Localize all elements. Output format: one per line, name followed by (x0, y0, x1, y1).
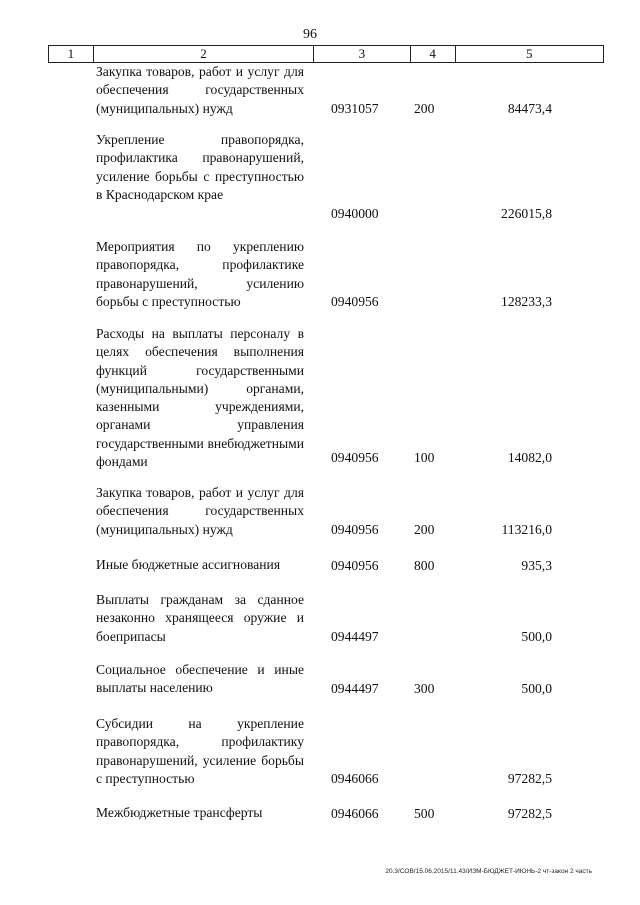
column-header-5: 5 (456, 46, 604, 62)
row-amount: 113216,0 (501, 521, 552, 537)
row-amount: 935,3 (521, 557, 552, 573)
table-row (0, 325, 640, 470)
table-row (0, 484, 640, 539)
row-description: Социальное обеспечение и иные выплаты населению (96, 662, 304, 696)
table-row (0, 715, 640, 788)
table-row (0, 661, 640, 698)
row-description: Мероприятия по укреплению правопорядка, профилактике правонарушений, усилению борьбы с преступностью (96, 239, 304, 309)
table-row (0, 556, 640, 575)
row-expense-type: 100 (414, 449, 435, 465)
row-code: 0944497 (331, 628, 379, 644)
row-amount: 226015,8 (501, 205, 552, 221)
row-description: Межбюджетные трансферты (96, 805, 263, 820)
row-description: Закупка товаров, работ и услуг для обеспечения государственных (муниципальных) нужд (96, 485, 304, 537)
row-amount: 97282,5 (507, 770, 552, 786)
column-header-4: 4 (411, 46, 456, 62)
footer-file-reference: 20.3/СОВ/15.06.2015/11.43/ИЗМ-БЮДЖЕТ-ИЮНЬ-2 чт-закон 2 часть (385, 868, 592, 875)
table-row (0, 238, 640, 311)
row-expense-type: 500 (414, 805, 435, 821)
table-header (48, 45, 604, 63)
row-description: Укрепление правопорядка, профилактика правонарушений, усиление борьбы с преступностью в Краснодарском крае (96, 132, 304, 202)
row-amount: 84473,4 (507, 100, 552, 116)
row-amount: 500,0 (521, 628, 552, 644)
row-code: 0940000 (331, 205, 379, 221)
column-header-1: 1 (49, 46, 94, 62)
table-row (0, 131, 640, 223)
row-description: Иные бюджетные ассигнования (96, 557, 281, 572)
row-amount: 97282,5 (507, 805, 552, 821)
row-code: 0940956 (331, 557, 379, 573)
row-description: Расходы на выплаты персоналу в целях обеспечения выполнения функций государственными (муниципальными) органами, казенными учреждениями, органами управления государственными внебюджетными фондами (96, 326, 304, 470)
column-header-2: 2 (94, 46, 314, 62)
row-description: Выплаты гражданам за сданное незаконно хранящееся оружие и боеприпасы (96, 592, 304, 644)
row-expense-type: 200 (414, 521, 435, 537)
row-code: 0940956 (331, 521, 379, 537)
row-expense-type: 300 (414, 680, 435, 696)
row-amount: 500,0 (521, 680, 552, 696)
row-amount: 128233,3 (501, 293, 552, 309)
row-code: 0940956 (331, 449, 379, 465)
row-expense-type: 200 (414, 100, 435, 116)
row-description: Закупка товаров, работ и услуг для обеспечения государственных (муниципальных) нужд (96, 64, 304, 116)
table-row (0, 63, 640, 118)
row-code: 0940956 (331, 293, 379, 309)
table-row (0, 591, 640, 646)
row-code: 0946066 (331, 770, 379, 786)
row-code: 0931057 (331, 100, 379, 116)
row-code: 0944497 (331, 680, 379, 696)
row-amount: 14082,0 (507, 449, 552, 465)
page-number: 96 (303, 27, 317, 42)
column-header-3: 3 (314, 46, 411, 62)
row-description: Субсидии на укрепление правопорядка, профилактику правонарушений, усиление борьбы с преступностью (96, 716, 304, 786)
row-expense-type: 800 (414, 557, 435, 573)
row-code: 0946066 (331, 805, 379, 821)
table-row (0, 804, 640, 823)
